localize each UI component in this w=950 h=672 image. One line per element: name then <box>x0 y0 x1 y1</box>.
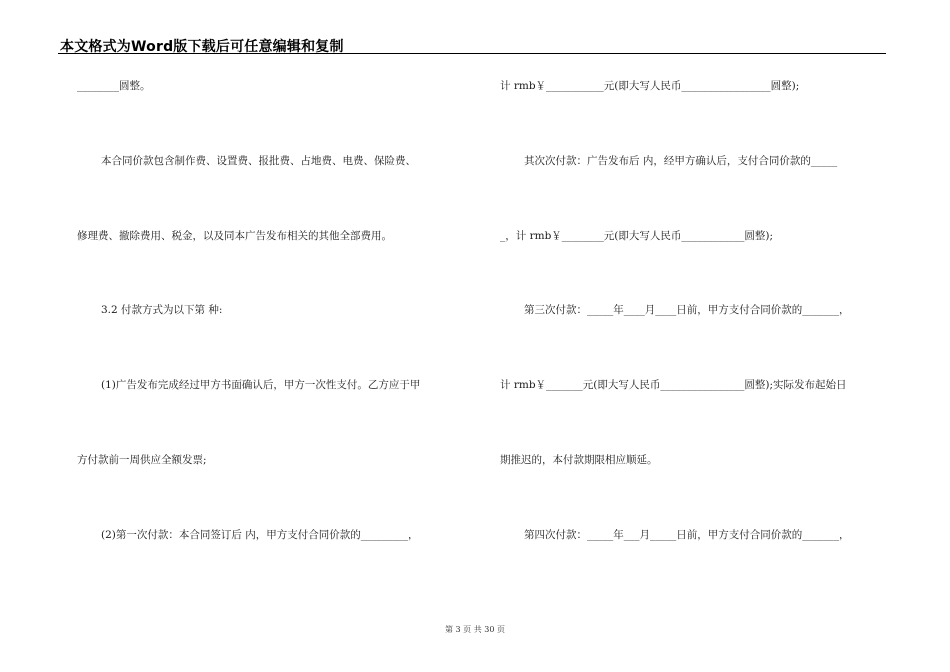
left-line-5: (1)广告发布完成经过甲方书面确认后，甲方一次性支付。乙方应于甲 <box>101 379 421 391</box>
header-divider <box>58 53 886 54</box>
left-line-3: 修理费、撤除费用、税金，以及同本广告发布相关的其他全部费用。 <box>77 230 392 242</box>
left-line-7: (2)第一次付款：本合同签订后 内，甲方支付合同价款的_________， <box>101 529 419 541</box>
right-line-2: 其次次付款：广告发布后 内，经甲方确认后，支付合同价款的_____ <box>524 155 838 167</box>
right-line-1: 计 rmb￥___________元(即大写人民币_________________圆整); <box>500 80 800 92</box>
left-line-1: ________圆整。 <box>77 80 151 92</box>
right-line-5: 计 rmb￥_______元(即大写人民币________________圆整);实际发布起始日 <box>500 379 847 391</box>
right-line-4: 第三次付款：_____年____月____日前，甲方支付合同价款的_______， <box>524 304 850 316</box>
left-line-2: 本合同价款包含制作费、设置费、报批费、占地费、电费、保险费、 <box>101 155 416 167</box>
document-header-title: 本文格式为Word版下载后可任意编辑和复制 <box>60 39 344 55</box>
right-line-7: 第四次付款：_____年___月_____日前，甲方支付合同价款的_______， <box>524 529 850 541</box>
right-line-6: 期推迟的，本付款期限相应顺延。 <box>500 454 658 466</box>
right-line-3: _，计 rmb￥________元(即大写人民币____________圆整); <box>500 230 774 242</box>
left-line-6: 方付款前一周供应全额发票; <box>77 454 207 466</box>
page-number-footer: 第 3 页 共 30 页 <box>445 625 505 634</box>
left-line-4: 3.2 付款方式为以下第 种: <box>101 304 223 316</box>
